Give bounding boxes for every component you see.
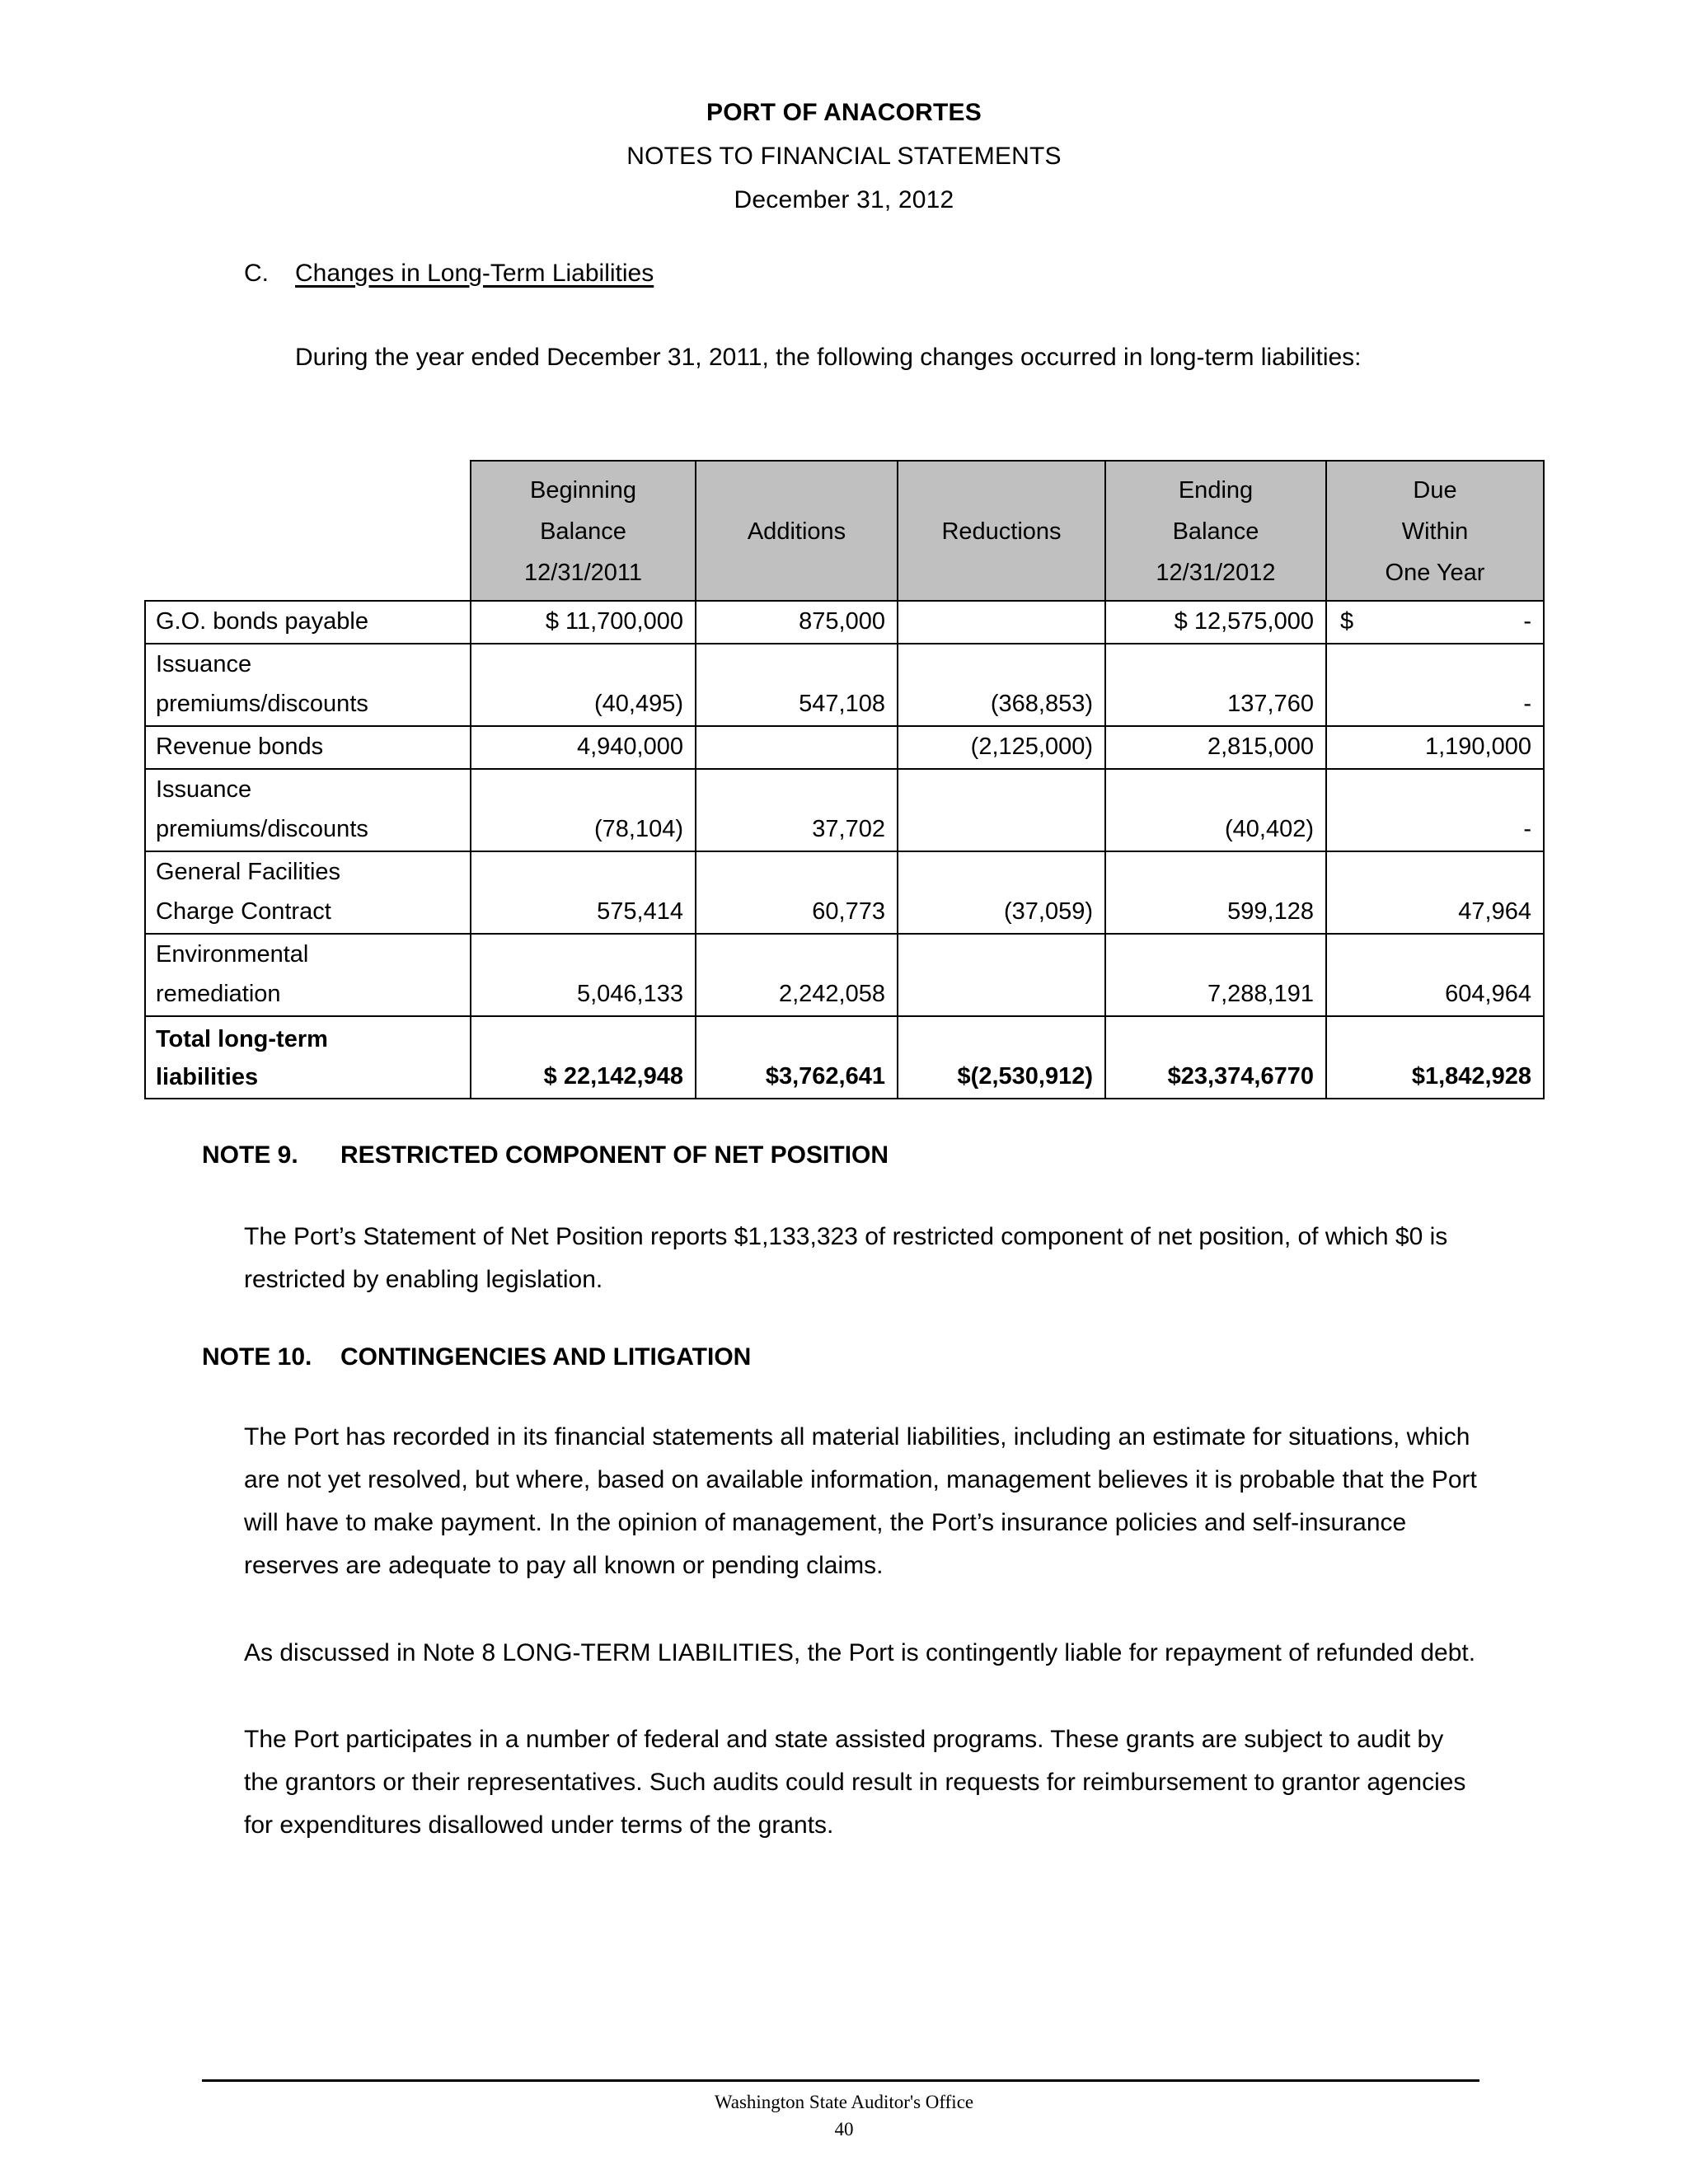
cell-due-within-one-year bbox=[1326, 601, 1544, 644]
total-due-within-one-year: $1,842,928 bbox=[1326, 1016, 1544, 1099]
table-row bbox=[145, 851, 1544, 934]
table-row bbox=[145, 934, 1544, 1016]
cell-ending-balance: 137,760 bbox=[1105, 644, 1326, 726]
row-label bbox=[145, 726, 471, 769]
column-header-due-within-one-year bbox=[1326, 461, 1544, 601]
cell-beginning-balance: 5,046,133 bbox=[471, 934, 696, 1016]
cell-additions: 37,702 bbox=[696, 769, 898, 851]
cell-additions: 875,000 bbox=[696, 601, 898, 644]
dollar-sign: $ bbox=[1340, 608, 1354, 635]
note-10-title: CONTINGENCIES AND LITIGATION bbox=[340, 1343, 752, 1371]
header-line-1: Beginning bbox=[530, 477, 636, 504]
row-label bbox=[145, 601, 471, 644]
section-heading-c bbox=[244, 257, 654, 290]
cell-reductions bbox=[898, 934, 1105, 1016]
table-row bbox=[145, 726, 1544, 769]
row-label-line-2: remediation bbox=[156, 981, 281, 1007]
column-header-ending-balance bbox=[1105, 461, 1326, 601]
cell-value: - bbox=[1523, 608, 1531, 635]
cell-due-within-one-year: 1,190,000 bbox=[1326, 726, 1544, 769]
footer-page-number: 40 bbox=[834, 2119, 854, 2139]
table-header-row bbox=[145, 461, 1544, 601]
note-9-title: RESTRICTED COMPONENT OF NET POSITION bbox=[340, 1141, 889, 1169]
table-row bbox=[145, 601, 1544, 644]
note-10-heading bbox=[202, 1343, 751, 1371]
cell-beginning-balance: 4,940,000 bbox=[471, 726, 696, 769]
row-label-line-2: liabilities bbox=[156, 1064, 259, 1090]
note-10-paragraph-2: As discussed in Note 8 LONG-TERM LIABILITIES, the Port is contingently liable for repayment of refunded debt. bbox=[244, 1639, 1476, 1666]
cell-due-within-one-year: - bbox=[1326, 769, 1544, 851]
table-total-row bbox=[145, 1016, 1544, 1099]
row-label-line-1: G.O. bonds payable bbox=[156, 608, 368, 635]
header-line-2: Additions bbox=[747, 518, 846, 545]
cell-ending-balance: 2,815,000 bbox=[1105, 726, 1326, 769]
row-label bbox=[145, 934, 471, 1016]
column-header-additions bbox=[696, 461, 898, 601]
cell-due-within-one-year: - bbox=[1326, 644, 1544, 726]
header-line-1: Due bbox=[1413, 477, 1457, 504]
row-label-line-1: Issuance bbox=[156, 651, 252, 677]
cell-beginning-balance: 575,414 bbox=[471, 851, 696, 934]
note-9-paragraph: The Port’s Statement of Net Position reports $1,133,323 of restricted component of net position, of which $0 is restricted by enabling legislation. bbox=[244, 1223, 1448, 1293]
document-date: December 31, 2012 bbox=[734, 186, 954, 213]
cell-reductions: (2,125,000) bbox=[898, 726, 1105, 769]
cell-additions bbox=[696, 726, 898, 769]
note-10-number: NOTE 10. bbox=[202, 1343, 312, 1371]
row-label bbox=[145, 851, 471, 934]
total-ending-balance: $23,374,6770 bbox=[1105, 1016, 1326, 1099]
row-label-line-1: Revenue bonds bbox=[156, 733, 324, 760]
row-label-line-1: Environmental bbox=[156, 941, 309, 968]
document-title: NOTES TO FINANCIAL STATEMENTS bbox=[626, 143, 1062, 170]
cell-reductions bbox=[898, 601, 1105, 644]
column-header-reductions bbox=[898, 461, 1105, 601]
section-letter: C. bbox=[244, 260, 269, 287]
total-beginning-balance: $ 22,142,948 bbox=[471, 1016, 696, 1099]
note-9-heading bbox=[202, 1141, 889, 1169]
cell-due-within-one-year: 604,964 bbox=[1326, 934, 1544, 1016]
cell-reductions: (37,059) bbox=[898, 851, 1105, 934]
total-reductions: $(2,530,912) bbox=[898, 1016, 1105, 1099]
cell-due-within-one-year: 47,964 bbox=[1326, 851, 1544, 934]
organization-name: PORT OF ANACORTES bbox=[706, 99, 982, 126]
table-row bbox=[145, 644, 1544, 726]
cell-beginning-balance: (78,104) bbox=[471, 769, 696, 851]
row-label-line-1: Issuance bbox=[156, 776, 252, 803]
header-line-2: Balance bbox=[1172, 518, 1259, 545]
section-title: Changes in Long-Term Liabilities bbox=[295, 260, 654, 287]
page-footer bbox=[0, 2088, 1688, 2143]
row-label-line-2: Charge Contract bbox=[156, 898, 331, 925]
column-header-beginning-balance bbox=[471, 461, 696, 601]
row-label bbox=[145, 1016, 471, 1099]
cell-beginning-balance: $ 11,700,000 bbox=[471, 601, 696, 644]
cell-ending-balance: 599,128 bbox=[1105, 851, 1326, 934]
row-label-line-1: General Facilities bbox=[156, 859, 341, 885]
row-label-line-2: premiums/discounts bbox=[156, 691, 368, 717]
cell-ending-balance: $ 12,575,000 bbox=[1105, 601, 1326, 644]
cell-additions: 2,242,058 bbox=[696, 934, 898, 1016]
cell-additions: 547,108 bbox=[696, 644, 898, 726]
header-line-3: 12/31/2011 bbox=[524, 560, 642, 586]
cell-beginning-balance: (40,495) bbox=[471, 644, 696, 726]
note-10-paragraph-3: The Port participates in a number of federal and state assisted programs. These grants are subject to audit by the grantors or their representatives. Such audits could result in requests for reimbursement to grantor agencies for expenditures disallowed under terms of the grants. bbox=[244, 1726, 1466, 1839]
row-label-line-2: premiums/discounts bbox=[156, 816, 368, 842]
cell-ending-balance: (40,402) bbox=[1105, 769, 1326, 851]
header-line-3: One Year bbox=[1385, 560, 1485, 586]
row-label bbox=[145, 644, 471, 726]
cell-reductions bbox=[898, 769, 1105, 851]
header-line-2: Balance bbox=[540, 518, 626, 545]
cell-additions: 60,773 bbox=[696, 851, 898, 934]
cell-reductions: (368,853) bbox=[898, 644, 1105, 726]
header-line-1: Ending bbox=[1178, 477, 1254, 504]
table-corner-cell bbox=[145, 461, 471, 601]
section-intro-paragraph: During the year ended December 31, 2011, the following changes occurred in long-term liabilities: bbox=[295, 344, 1362, 371]
row-label bbox=[145, 769, 471, 851]
footer-divider bbox=[202, 2079, 1479, 2082]
table-row bbox=[145, 769, 1544, 851]
document-header bbox=[0, 91, 1688, 222]
row-label-line-1: Total long-term bbox=[156, 1026, 328, 1052]
note-10-paragraph-1: The Port has recorded in its financial statements all material liabilities, including an estimate for situations, which are not yet resolved, but where, based on available information, management believes it is probable that the Port will have to make payment. In the opinion of management, the Port’s insurance policies and self-insurance reserves are adequate to pay all known or pending claims. bbox=[244, 1423, 1477, 1579]
header-line-3: 12/31/2012 bbox=[1156, 560, 1276, 586]
header-line-2: Reductions bbox=[941, 518, 1062, 545]
footer-agency: Washington State Auditor's Office bbox=[714, 2092, 974, 2112]
header-line-2: Within bbox=[1401, 518, 1469, 545]
note-9-number: NOTE 9. bbox=[202, 1141, 298, 1169]
total-additions: $3,762,641 bbox=[696, 1016, 898, 1099]
long-term-liabilities-table bbox=[144, 460, 1545, 1099]
cell-ending-balance: 7,288,191 bbox=[1105, 934, 1326, 1016]
